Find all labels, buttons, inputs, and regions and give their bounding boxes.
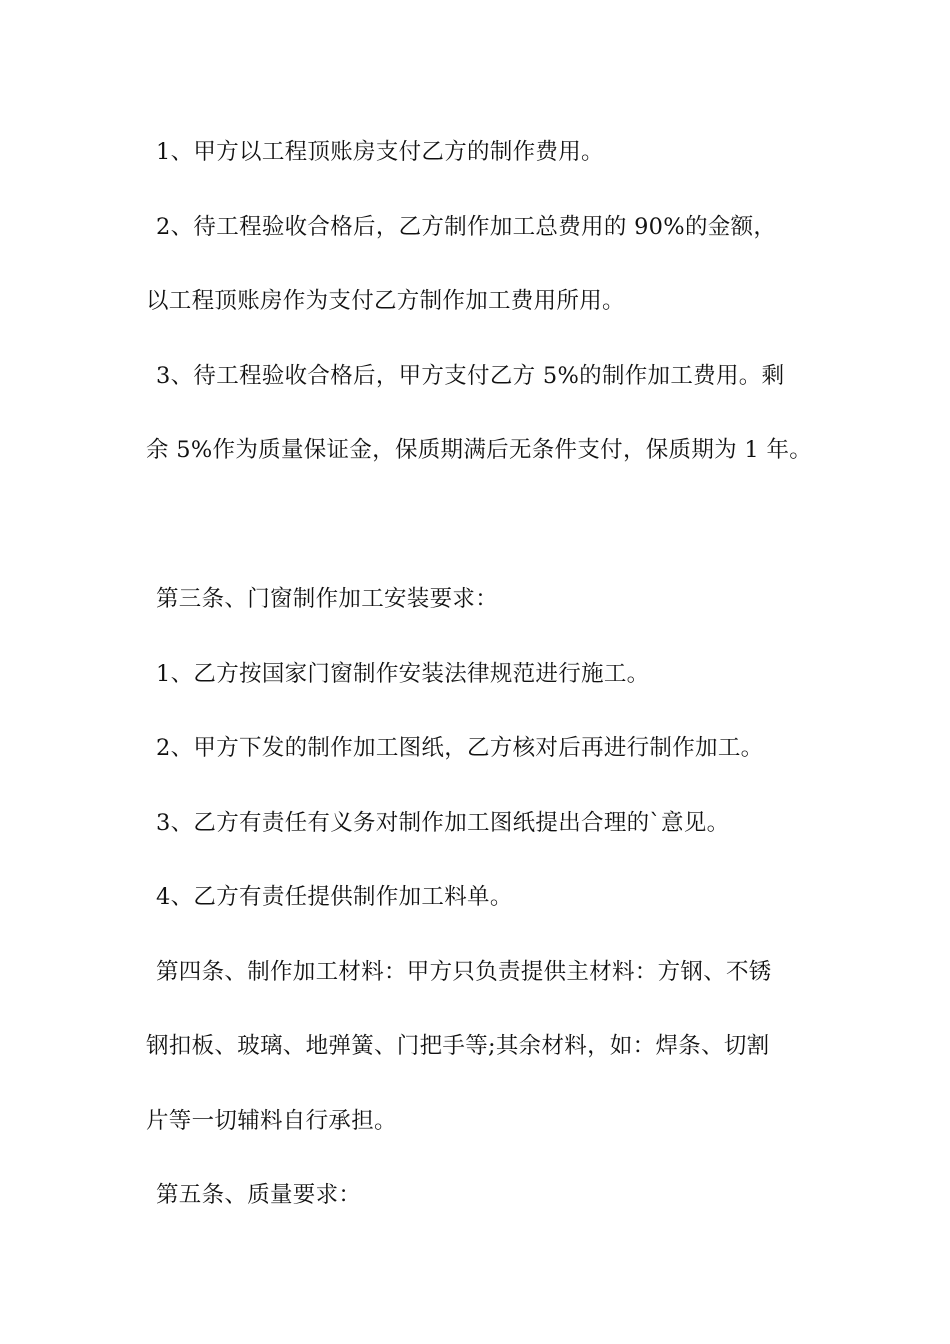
paragraph-line: 4、乙方有责任提供制作加工料单。 (156, 884, 513, 910)
paragraph-line: 片等一切辅料自行承担。 (146, 1108, 397, 1134)
paragraph-line: 3、待工程验收合格后，甲方支付乙方 5%的制作加工费用。剩 (156, 363, 785, 389)
section-heading: 第三条、门窗制作加工安装要求： (156, 586, 499, 612)
section-heading: 第四条、制作加工材料：甲方只负责提供主材料：方钢、不锈 (156, 959, 772, 985)
paragraph-line: 1、甲方以工程顶账房支付乙方的制作费用。 (156, 139, 604, 165)
paragraph-line: 2、甲方下发的制作加工图纸，乙方核对后再进行制作加工。 (156, 735, 764, 761)
paragraph-line: 3、乙方有责任有义务对制作加工图纸提出合理的`意见。 (156, 810, 730, 836)
paragraph-line: 钢扣板、玻璃、地弹簧、门把手等;其余材料，如：焊条、切割 (146, 1033, 770, 1059)
paragraph-line: 以工程顶账房作为支付乙方制作加工费用所用。 (146, 288, 625, 314)
paragraph-line: 1、乙方按国家门窗制作安装法律规范进行施工。 (156, 661, 650, 687)
paragraph-line: 余 5%作为质量保证金，保质期满后无条件支付，保质期为 1 年。 (146, 437, 813, 463)
section-heading: 第五条、质量要求： (156, 1182, 362, 1208)
paragraph-line: 2、待工程验收合格后，乙方制作加工总费用的 90%的金额， (156, 214, 777, 240)
